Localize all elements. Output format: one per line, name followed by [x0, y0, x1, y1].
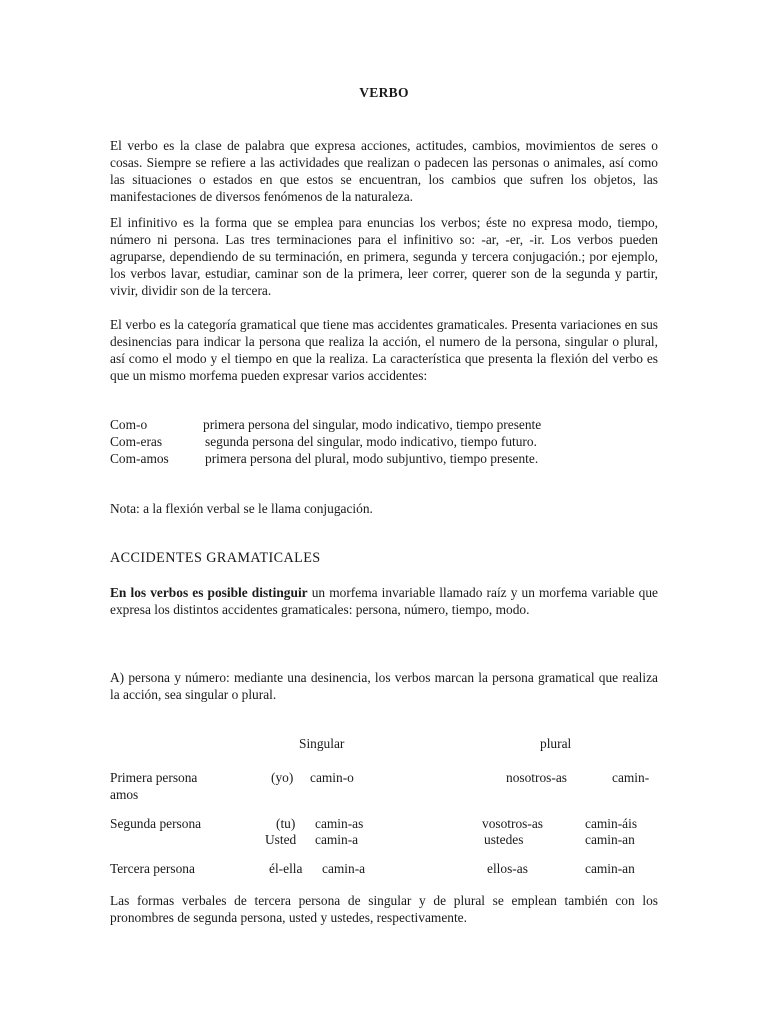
plural-form: camin-an	[585, 832, 635, 847]
singular-header: Singular	[299, 736, 345, 751]
singular-form: camin-a	[322, 861, 366, 876]
example-description: segunda persona del singular, modo indicativo, tiempo futuro.	[205, 434, 537, 449]
paragraph-persona-numero: A) persona y número: mediante una desinencia, los verbos marcan la persona gramatical que realiza la acción, sea singular o plural.	[110, 670, 658, 702]
paragraph-rest: un morfema invariable llamado raíz y un morfema variable que expresa los distintos accidentes gramaticales: persona, número, tiempo, modo.	[110, 585, 658, 617]
paragraph-accidents: El verbo es la categoría gramatical que tiene mas accidentes gramaticales. Presenta variaciones en sus desinencias para indicar la persona que realiza la acción, el numero de la persona, singular o plural, así como el modo y el tiempo en que la realiza. La característica que presenta la flexión del verbo es que un mismo morfema pueden expresar varios accidentes:	[110, 317, 658, 383]
example-form: Com-eras	[110, 434, 163, 449]
example-form: Com-amos	[110, 451, 169, 466]
paragraph-closing: Las formas verbales de tercera persona de singular y de plural se emplean también con los pronombres de segunda persona, usted y ustedes, respectivamente.	[110, 893, 658, 925]
example-form: Com-o	[110, 417, 148, 432]
singular-pronoun: Usted	[265, 832, 297, 847]
singular-pronoun: él-ella	[269, 861, 303, 876]
singular-pronoun: (yo)	[271, 770, 294, 785]
page-title: VERBO	[359, 85, 409, 100]
note-text: Nota: a la flexión verbal se le llama conjugación.	[110, 501, 373, 516]
plural-pronoun: ustedes	[484, 832, 524, 847]
bold-lead: En los verbos es posible distinguir	[110, 585, 308, 600]
singular-form: camin-as	[315, 816, 364, 831]
singular-pronoun: (tu)	[276, 816, 296, 831]
paragraph-definition: El verbo es la clase de palabra que expresa acciones, actitudes, cambios, movimientos de seres o cosas. Siempre se refiere a las actividades que realizan o padecen las personas o animales, así como las situaciones o estados en que estos se encuentran, los cambios que sufren los objetos, las manifestaciones de diversos fenómenos de la naturaleza.	[110, 138, 658, 204]
plural-form: camin-áis	[585, 816, 638, 831]
singular-form: camin-a	[315, 832, 359, 847]
paragraph-morphemes	[110, 584, 658, 618]
paragraph-infinitive: El infinitivo es la forma que se emplea para enuncias los verbos; éste no expresa modo, tiempo, número ni persona. Las tres terminaciones para el infinitivo so: -ar, -er, -ir. Los verbos pueden agruparse, dependiendo de su terminación, en primera, segunda y tercera conjugación.; por ejemplo, los verbos lavar, estudiar, caminar son de la primera, leer correr, querer son de la segunda y partir, vivir, dividir son de la tercera.	[110, 215, 658, 298]
plural-header: plural	[540, 736, 572, 751]
section-heading: ACCIDENTES GRAMATICALES	[110, 550, 321, 566]
plural-form: camin-	[612, 770, 650, 785]
plural-form: camin-an	[585, 861, 635, 876]
plural-pronoun: vosotros-as	[482, 816, 543, 831]
singular-form: camin-o	[310, 770, 354, 785]
plural-form-continuation: amos	[110, 787, 139, 802]
example-description: primera persona del plural, modo subjuntivo, tiempo presente.	[205, 451, 539, 466]
plural-pronoun: ellos-as	[487, 861, 528, 876]
plural-pronoun: nosotros-as	[506, 770, 567, 785]
row-label: Segunda persona	[110, 816, 202, 831]
example-description: primera persona del singular, modo indicativo, tiempo presente	[203, 417, 542, 432]
row-label: Primera persona	[110, 770, 198, 785]
row-label: Tercera persona	[110, 861, 195, 876]
